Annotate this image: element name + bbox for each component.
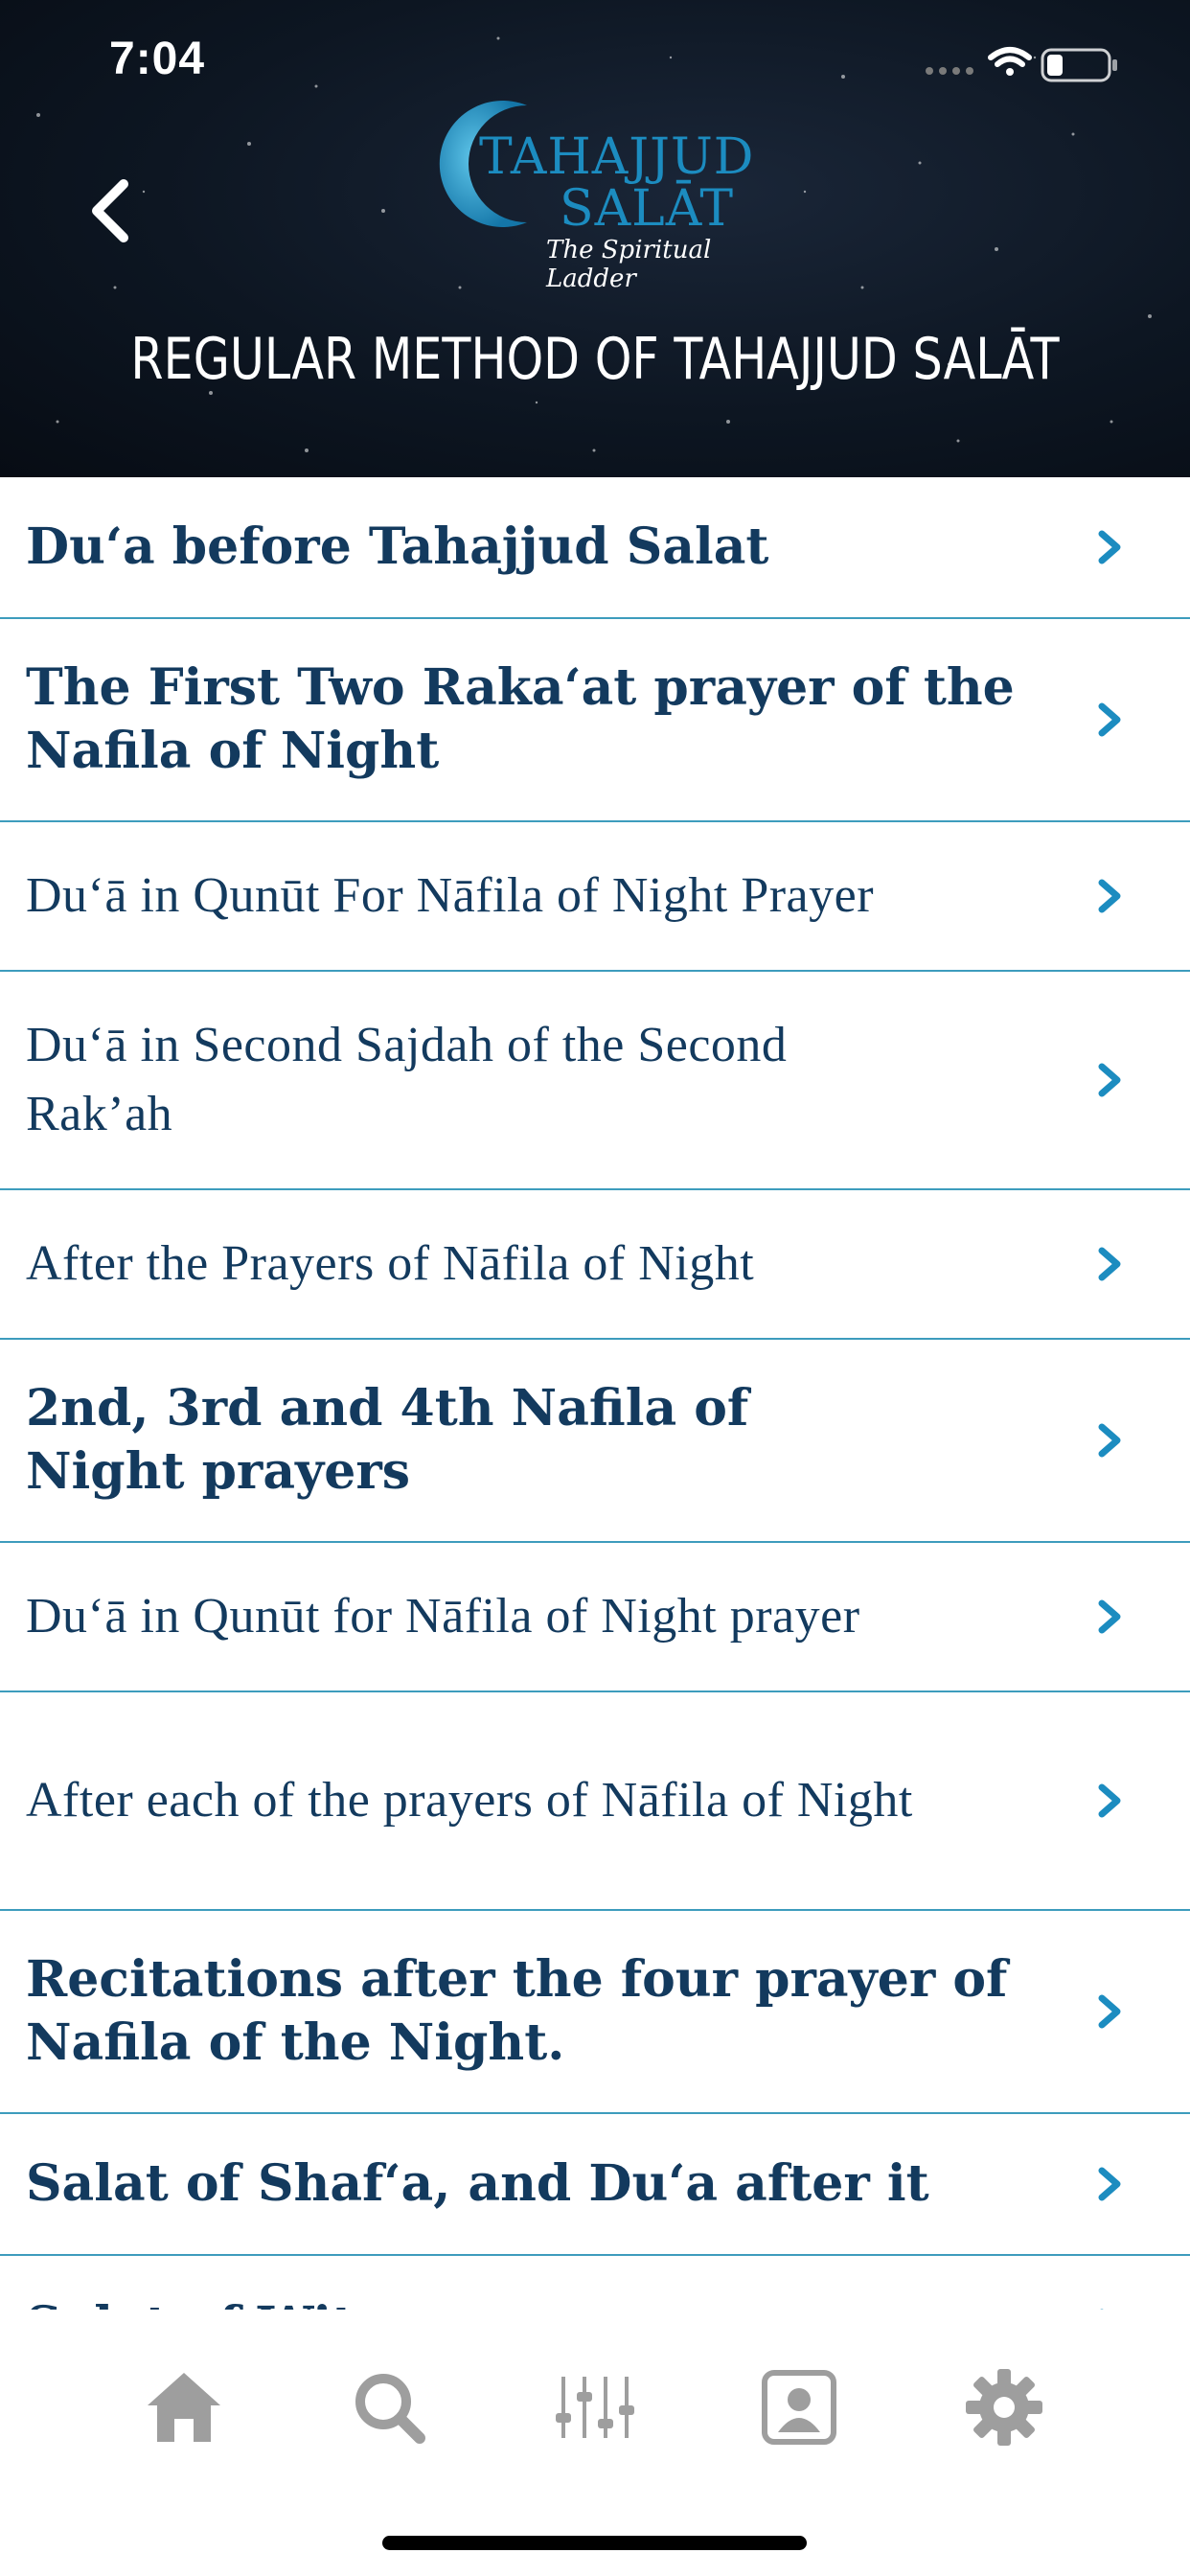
home-indicator	[382, 2536, 807, 2550]
list-item[interactable]	[0, 1190, 1190, 1340]
list-item[interactable]	[0, 477, 1190, 619]
list-item[interactable]	[0, 2114, 1190, 2256]
chevron-right-icon	[1088, 1243, 1131, 1285]
chevron-right-icon	[1088, 526, 1131, 568]
list-item-label: Recitations after the four prayer of Nafila of the Night.	[26, 1950, 1008, 2072]
list-item[interactable]	[0, 1692, 1190, 1911]
list-item[interactable]	[0, 1340, 1190, 1543]
list-item-label: Du‘ā in Second Sajdah of the Second Rak’ah	[26, 1018, 788, 1141]
list-item[interactable]	[0, 1543, 1190, 1692]
cellular-signal-icon	[926, 67, 973, 75]
tab-search[interactable]	[341, 2359, 437, 2455]
chevron-right-icon	[1088, 1780, 1131, 1822]
status-icons	[922, 42, 1123, 84]
profile-icon	[761, 2369, 837, 2446]
battery-icon	[1042, 50, 1117, 80]
list-item[interactable]	[0, 822, 1190, 972]
logo-text-line2: SALĀT	[560, 180, 735, 238]
chevron-right-icon	[1088, 1419, 1131, 1461]
tab-home[interactable]	[136, 2359, 232, 2455]
chevron-right-icon	[1088, 1596, 1131, 1638]
chevron-right-icon	[1088, 699, 1131, 741]
logo-text-line1: TAHAJJUD	[479, 128, 755, 186]
chevron-right-icon	[1088, 2163, 1131, 2205]
status-time: 7:04	[109, 34, 206, 84]
list-item-label: Du‘a before Tahajjud Salat	[26, 518, 769, 576]
list-item-label: After the Prayers of Nāfila of Night	[26, 1236, 755, 1291]
header	[0, 0, 1190, 477]
list-item-label: Du‘ā in Qunūt For Nāfila of Night Prayer	[26, 868, 875, 923]
gear-icon	[964, 2367, 1044, 2448]
list-item-label: The First Two Raka‘at prayer of the Nafila of Night	[26, 658, 1015, 780]
list-item[interactable]	[0, 972, 1190, 1190]
tab-settings[interactable]	[956, 2359, 1052, 2455]
list-item-label: Du‘ā in Qunūt for Nāfila of Night prayer	[26, 1589, 860, 1644]
chevron-right-icon	[1088, 875, 1131, 917]
sliders-icon	[554, 2371, 634, 2444]
back-button[interactable]	[80, 172, 138, 249]
menu-list	[0, 477, 1190, 2310]
list-item-label: Salat of Shaf‘a, and Du‘a after it	[26, 2154, 929, 2213]
chevron-right-icon	[1088, 1059, 1131, 1101]
page-title: REGULAR METHOD OF TAHAJJUD SALĀT	[130, 326, 1060, 393]
chevron-left-icon	[87, 178, 131, 243]
app-logo	[422, 92, 786, 293]
list-item-label: After each of the prayers of Nāfila of Night	[26, 1773, 913, 1828]
logo-tagline: The Spiritual Ladder	[546, 236, 712, 293]
tab-profile[interactable]	[751, 2359, 847, 2455]
chevron-right-icon	[1088, 1990, 1131, 2033]
list-item[interactable]	[0, 1911, 1190, 2114]
home-icon	[144, 2369, 224, 2446]
tab-equalizer[interactable]	[546, 2359, 642, 2455]
wifi-icon	[991, 50, 1029, 76]
list-item-label: 2nd, 3rd and 4th Nafila of Night prayers	[26, 1379, 749, 1501]
list-item[interactable]	[0, 619, 1190, 822]
search-icon	[351, 2369, 427, 2446]
